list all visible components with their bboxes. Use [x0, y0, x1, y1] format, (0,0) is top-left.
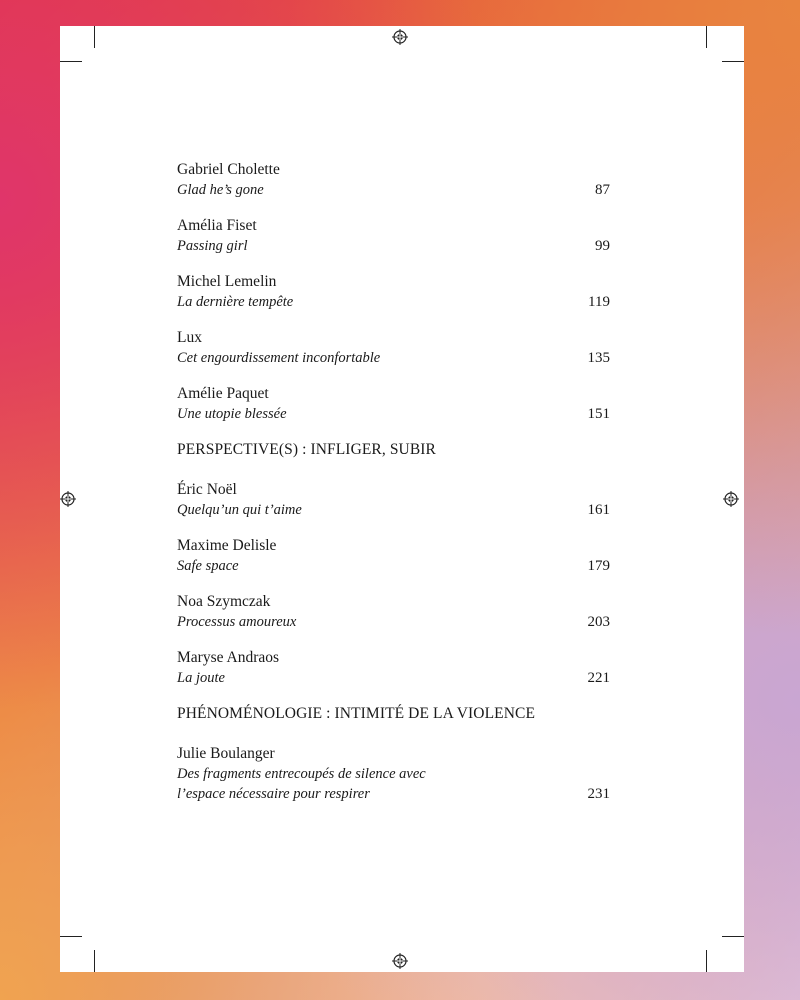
entry-page-number: 161 — [587, 502, 610, 518]
crop-mark — [60, 61, 82, 62]
entry-author: Lux — [177, 329, 202, 346]
entry-title: Une utopie blessée — [177, 406, 287, 422]
toc-entry — [177, 328, 610, 368]
entry-author: Michel Lemelin — [177, 273, 277, 290]
entry-author: Amélie Paquet — [177, 385, 269, 402]
entry-author: Maxime Delisle — [177, 537, 277, 554]
toc-entry — [177, 744, 610, 804]
entry-page-number: 151 — [587, 406, 610, 422]
toc-entry — [177, 592, 610, 632]
toc-entry — [177, 384, 610, 424]
entry-title: Processus amoureux — [177, 614, 297, 630]
toc-entry — [177, 536, 610, 576]
entry-title: Safe space — [177, 558, 239, 574]
section-heading: PHÉNOMÉNOLOGIE : INTIMITÉ DE LA VIOLENCE — [177, 705, 536, 722]
toc-entry — [177, 480, 610, 520]
crop-mark — [94, 950, 95, 972]
section-heading: PERSPECTIVE(S) : INFLIGER, SUBIR — [177, 441, 436, 458]
entry-title: Cet engourdissement inconfortable — [177, 350, 381, 366]
entry-title: Passing girl — [177, 238, 248, 254]
entry-author: Éric Noël — [177, 481, 237, 498]
registration-target-icon — [723, 491, 739, 507]
registration-target-icon — [392, 29, 408, 45]
entry-page-number: 119 — [588, 294, 610, 310]
entry-title: Des fragments entrecoupés de silence avec — [177, 766, 426, 782]
entry-page-number: 99 — [595, 238, 610, 254]
crop-mark — [60, 936, 82, 937]
table-of-contents — [177, 160, 610, 820]
entry-author: Julie Boulanger — [177, 745, 275, 762]
entry-title: l’espace nécessaire pour respirer — [177, 786, 370, 802]
entry-page-number: 135 — [587, 350, 610, 366]
entry-title: La dernière tempête — [177, 294, 294, 310]
entry-page-number: 231 — [587, 786, 610, 802]
toc-entry — [177, 648, 610, 688]
entry-author: Noa Szymczak — [177, 593, 271, 610]
registration-target-icon — [392, 953, 408, 969]
crop-mark — [722, 936, 744, 937]
entry-author: Gabriel Cholette — [177, 161, 280, 178]
entry-title: Glad he’s gone — [177, 182, 264, 198]
entry-page-number: 87 — [595, 182, 610, 198]
crop-mark — [722, 61, 744, 62]
entry-author: Maryse Andraos — [177, 649, 280, 666]
entry-title: Quelqu’un qui t’aime — [177, 502, 302, 518]
crop-mark — [706, 950, 707, 972]
entry-page-number: 179 — [587, 558, 610, 574]
entry-title: La joute — [177, 670, 225, 686]
book-page — [60, 26, 744, 972]
registration-target-icon — [60, 491, 76, 507]
entry-page-number: 221 — [587, 670, 610, 686]
toc-entry — [177, 216, 610, 256]
crop-mark — [94, 26, 95, 48]
toc-entry — [177, 272, 610, 312]
entry-page-number: 203 — [587, 614, 610, 630]
crop-mark — [706, 26, 707, 48]
entry-author: Amélia Fiset — [177, 217, 257, 234]
toc-entry — [177, 160, 610, 200]
